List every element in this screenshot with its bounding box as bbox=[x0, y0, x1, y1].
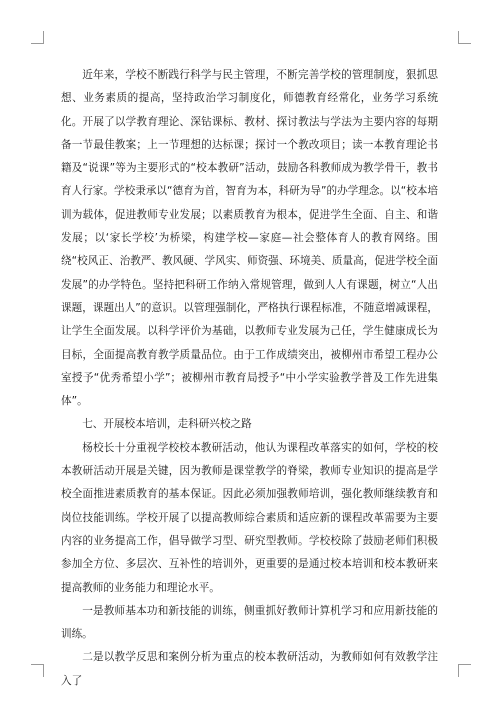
paragraph-skills: 一是教师基本功和新技能的训练，侧重抓好教师计算机学习和应用新技能的训练。 bbox=[61, 604, 438, 641]
section-heading: 七、开展校本培训，走科研兴校之路 bbox=[82, 418, 252, 431]
paragraph-training: 杨校长十分重视学校校本教研活动，他认为课程改革落实的如何，学校的校本教研活动开展是关键，因为教师是课堂教学的脊梁，教师专业知识的提高是学校全面推进素质教育的基本保证。因此必须加强教师培训，强化教师继续教育和岗位技能训练。学校开展了以提高教师综合素质和适应新的课程改革需要为主要内容的业务提高工作，倡导做学习型、研究型教师。学校校除了鼓励老师们积极参加全方位、多层次、互补性的培训外，更重要的是通过校本培训和校本教研来提高教师的业务能力和理论水平。 bbox=[61, 441, 438, 594]
crop-mark-bottom-left bbox=[31, 664, 44, 677]
paragraph-reflection: 二是以教学反思和案例分析为重点的校本教研活动，为教师如何有效教学注入了 bbox=[61, 651, 438, 687]
paragraph-management: 近年来，学校不断践行科学与民主管理，不断完善学校的管理制度，狠抓思想、业务素质的提高，坚持政治学习制度化，师德教育经常化，业务学习系统化。开展了以学教育理论、深钻课标、教材、探讨教法与学法为主要内容的每期备一节最佳教案；上一节理想的达标课；探讨一个教改项目；读一本教育理论书籍及“说课”等为主要形式的“校本教研”活动，鼓励各科教师成为教学骨干，教书育人行家。学校秉承以“德育为首，智育为本，科研为导”的办学理念。以“校本培训为载体，促进教师专业发展；以素质教育为根本，促进学生全面、自主、和谐发展；以‘家长学校’为桥梁，构建学校—家庭—社会整体育人的教育网络。围绕“校风正、治教严、教风硬、学风实、师资强、环境美、质量高，促进学校全面发展”的办学特色。坚持把科研工作纳入常规管理，做到人人有课题，树立“人出课题，课题出人”的意识。以管理强制化，严格执行课程标准，不随意增减课程，让学生全面发展。以科学评价为基础，以教师专业发展为己任，学生健康成长为目标，全面提高教育教学质量品位。由于工作成绩突出，被柳州市希望工程办公室授予“优秀希望小学”；被柳州市教育局授予“中小学实验教学普及工作先进集体”。 bbox=[61, 69, 438, 408]
crop-mark-bottom-right bbox=[458, 664, 471, 677]
document-body bbox=[61, 64, 438, 693]
crop-mark-top-left bbox=[31, 31, 44, 44]
crop-mark-top-right bbox=[458, 31, 471, 44]
